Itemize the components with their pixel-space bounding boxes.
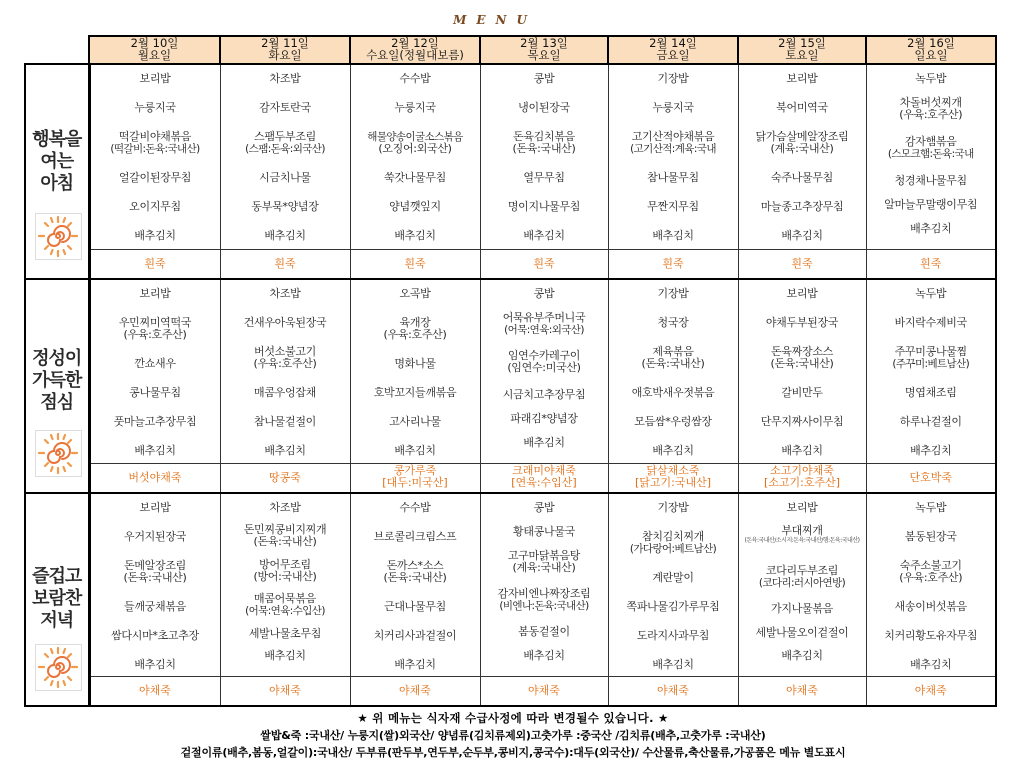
menu-item: 참치김치찌개 (642, 530, 704, 543)
porridge-item: 흰죽 (274, 257, 296, 270)
menu-item: 코다리두부조림 (765, 564, 839, 578)
menu-item: 보리밥 (786, 72, 818, 85)
menu-item: 차돌버섯찌개 (899, 96, 962, 110)
porridge-item: 닭살채소죽 (646, 464, 700, 477)
menu-item: (오징어:외국산) (378, 142, 452, 155)
menu-item: 배추김치 (652, 444, 694, 457)
menu-item: 열무무침 (523, 171, 565, 184)
meal-label-line: 아침 (40, 173, 74, 194)
menu-item: 오이지무침 (129, 200, 181, 213)
menu-cell (608, 493, 738, 706)
menu-item: 보리밥 (139, 287, 171, 300)
menu-item: 배추김치 (134, 658, 176, 671)
menu-item: 쪽파나물김가루무침 (626, 600, 720, 613)
menu-item: 닭가슴살메알장조림 (755, 130, 849, 143)
menu-item: 배추김치 (652, 229, 694, 242)
menu-cell (350, 279, 480, 493)
menu-item: (떡갈비:돈육:국내산) (110, 143, 200, 155)
menu-item: 보리밥 (139, 72, 171, 85)
menu-item: (가다랑어:베트남산) (629, 543, 717, 555)
menu-item: 돈민찌콩비지찌개 (243, 522, 327, 536)
menu-item: 야채두부된장국 (765, 316, 839, 329)
menu-item: 풋마늘고추장무침 (113, 415, 197, 428)
porridge-item: 흰죽 (533, 257, 555, 270)
day-date: 2월 13일 (520, 36, 568, 50)
day-header (480, 36, 608, 64)
menu-item: (어묵:연육:수입산) (245, 605, 325, 618)
menu-cell (220, 64, 350, 279)
menu-item: (우육:호주산) (383, 328, 447, 341)
menu-item: 배추김치 (134, 444, 176, 457)
porridge-item: [연육:수입산] (511, 476, 577, 489)
menu-item: 참나물무침 (647, 171, 699, 184)
menu-item: 돈메알장조림 (124, 559, 186, 572)
menu-item: (계육:국내산) (770, 142, 834, 155)
menu-item: 명엽채조림 (904, 386, 957, 399)
porridge-item: 야채죽 (914, 684, 947, 697)
menu-item: 세발나물오이겉절이 (755, 625, 849, 639)
porridge-item: [대두:미국산] (382, 476, 448, 489)
menu-item: 얼갈이된장무침 (118, 171, 192, 184)
day-weekday: 월요일 (137, 48, 172, 62)
menu-item: 쌈다시마*초고추장 (111, 629, 199, 642)
menu-item: 방어무조림 (259, 557, 311, 571)
menu-item: 배추김치 (523, 436, 565, 449)
menu-item: 치커리황도유자무침 (884, 629, 978, 642)
menu-cell (866, 64, 996, 279)
menu-item: 육개장 (399, 316, 431, 329)
menu-item: 임연수카레구이 (507, 349, 581, 363)
menu-item: (어묵:연육:외국산) (504, 324, 584, 337)
sun-swirl-icon (35, 213, 82, 260)
menu-item: (스팸:돈육:외국산) (245, 143, 325, 155)
meal-row (25, 493, 996, 706)
day-weekday: 목요일 (527, 48, 561, 62)
day-header (608, 36, 738, 64)
menu-item: 깐쇼새우 (134, 357, 176, 370)
porridge-item: 흰죽 (920, 257, 942, 270)
menu-item: 배추김치 (652, 658, 694, 671)
menu-item: 배추김치 (781, 229, 823, 242)
menu-item: 명화나물 (394, 357, 436, 370)
menu-item: 매콤우엉잡채 (254, 386, 316, 399)
menu-cell (89, 64, 220, 279)
menu-item: 우민찌미역떡국 (118, 316, 192, 329)
day-header (866, 36, 996, 64)
menu-item: (비엔나:돈육:국내산) (499, 599, 589, 612)
menu-item: 무짠지무침 (647, 200, 699, 213)
menu-cell (738, 279, 866, 493)
meal-label-line: 가득한 (32, 370, 82, 391)
menu-cell (89, 493, 220, 706)
menu-item: 누룽지국 (134, 101, 176, 114)
menu-item: 시금치나물 (259, 171, 311, 184)
menu-item: 기장밥 (657, 287, 689, 300)
menu-item: (스모크햄:돈육:국내 (887, 147, 974, 160)
meal-row (25, 279, 996, 493)
menu-item: (방어:국내산) (253, 569, 317, 583)
porridge-item: 콩가루죽 (393, 464, 437, 477)
menu-item: (코다리:러시아연방) (758, 577, 846, 590)
meal-label-line: 즐겁고 (32, 566, 82, 587)
porridge-item: [소고기:호주산] (763, 476, 841, 489)
menu-item: 기장밥 (657, 501, 689, 514)
day-date: 2월 10일 (130, 36, 179, 50)
menu-item: 주꾸미콩나물찜 (894, 345, 967, 358)
menu-item: 근대나물무침 (384, 600, 446, 613)
menu-item: 보리밥 (786, 287, 818, 300)
menu-item: 모듬쌈*우렁쌈장 (634, 415, 712, 428)
menu-item: 양념깻잎지 (389, 200, 441, 213)
porridge-item: 흰죽 (791, 257, 813, 270)
sun-swirl-icon (35, 644, 82, 691)
menu-item: 배추김치 (264, 444, 306, 457)
menu-item: 돈까스*소스 (386, 559, 444, 572)
porridge-item: 흰죽 (404, 257, 426, 270)
porridge-item: 야채죽 (528, 684, 560, 697)
meal-row (25, 64, 996, 279)
menu-item: 동부묵*양념장 (251, 200, 319, 213)
menu-item: (임연수:미국산) (507, 361, 581, 375)
menu-item: 황태콩나물국 (513, 524, 575, 538)
menu-item: 녹두밥 (915, 287, 947, 300)
menu-item: 어묵유부주머니국 (502, 311, 586, 325)
menu-cell (738, 64, 866, 279)
porridge-item: 단호박죽 (909, 471, 952, 484)
menu-item: 알마늘무말랭이무침 (884, 197, 978, 211)
menu-item: 배추김치 (781, 649, 823, 662)
porridge-item: 크래미야채죽 (512, 464, 576, 477)
menu-item: 떡갈비야채볶음 (118, 130, 192, 143)
menu-item: 바지락수제비국 (894, 316, 967, 329)
meal-label (25, 493, 89, 706)
porridge-item: 흰죽 (144, 257, 166, 270)
menu-item: 봄동된장국 (904, 530, 957, 543)
meal-label-line: 행복을 (32, 129, 82, 150)
menu-item: (돈육:국내산/소시지:돈육:국내산/햄:돈육:국내산) (744, 537, 860, 545)
menu-item: 단무지짜사이무침 (760, 415, 844, 428)
meal-label-line: 저녁 (40, 610, 74, 631)
day-weekday: 화요일 (268, 48, 302, 62)
menu-cell (866, 279, 996, 493)
menu-cell (350, 64, 480, 279)
porridge-item: [닭고기:국내산] (634, 476, 712, 489)
menu-item: 계란말이 (652, 571, 694, 584)
menu-item: 배추김치 (523, 229, 565, 242)
menu-item: (돈육:국내산) (383, 571, 447, 584)
menu-item: 우거지된장국 (124, 530, 186, 543)
menu-item: 고구마닭볶음탕 (507, 548, 581, 562)
day-weekday: 수요일(정월대보름) (366, 48, 464, 62)
menu-item: 배추김치 (910, 444, 952, 457)
day-header (350, 36, 480, 64)
menu-item: 감자햄볶음 (904, 134, 957, 148)
menu-cell (350, 493, 480, 706)
menu-item: 차조밥 (269, 501, 301, 514)
menu-item: 들깨궁채볶음 (124, 600, 186, 613)
menu-item: 배추김치 (394, 658, 436, 671)
porridge-item: 야채죽 (399, 684, 431, 697)
menu-item: 배추김치 (910, 222, 952, 235)
menu-item: 애호박새우젓볶음 (631, 386, 715, 399)
menu-item: 버섯소불고기 (254, 345, 316, 358)
porridge-item: 흰죽 (662, 257, 684, 270)
menu-item: 콩밥 (533, 501, 555, 514)
menu-item: 제육볶음 (652, 345, 694, 358)
menu-item: (고기산적:계육:국내 (630, 143, 716, 155)
menu-item: 녹두밥 (915, 72, 947, 85)
day-header-row (25, 36, 996, 64)
origin-notice-line-2: 겉절이류(배추,봄동,얼갈이):국내산/ 두부류(판두부,연두부,순두부,콩비지,콩국수):대두(외국산)/ 수산물류,축산물류,가공품은 메뉴 별도표시 (180, 746, 846, 759)
menu-item: 수수밥 (399, 501, 431, 514)
porridge-item: 야채죽 (657, 684, 689, 697)
menu-item: 숙주나물무침 (771, 171, 833, 184)
change-notice: ★ 위 메뉴는 식자재 수급사정에 따라 변경될수 있습니다. ★ (357, 711, 669, 725)
menu-item: 스팸두부조림 (254, 130, 316, 143)
menu-cell (608, 64, 738, 279)
menu-item: 보리밥 (139, 501, 171, 514)
day-header (89, 36, 220, 64)
menu-item: (돈육:국내산) (512, 142, 576, 155)
menu-item: 세발나물초무침 (248, 627, 322, 641)
menu-cell (738, 493, 866, 706)
menu-item: 봄동겉절이 (518, 625, 570, 639)
menu-item: 고사리나물 (389, 415, 441, 428)
menu-item: 차조밥 (269, 287, 301, 300)
menu-cell (220, 279, 350, 493)
porridge-item: 땅콩죽 (269, 471, 301, 484)
menu-item: 차조밥 (269, 72, 301, 85)
meal-label-line: 점심 (40, 392, 74, 413)
menu-item: 호박꼬지들깨볶음 (373, 386, 457, 399)
porridge-item: 야채죽 (139, 684, 171, 697)
menu-item: 파래김*양념장 (510, 411, 578, 425)
menu-item: 마늘종고추장무침 (760, 200, 844, 213)
menu-cell (608, 279, 738, 493)
menu-item: 콩나물무침 (129, 386, 181, 399)
menu-item: 하루나겉절이 (899, 415, 962, 428)
meal-label-line: 여는 (40, 151, 74, 172)
menu-item: 배추김치 (781, 444, 823, 457)
menu-item: 감자토란국 (259, 101, 311, 114)
menu-item: 가지나물볶음 (771, 602, 833, 616)
day-weekday: 토요일 (785, 48, 819, 62)
menu-item: 숙주소불고기 (899, 559, 962, 572)
day-date: 2월 15일 (778, 36, 826, 50)
menu-item: (우육:호주산) (253, 357, 317, 370)
origin-notice-line-1: 쌀밥&죽 :국내산/ 누룽지(쌀)외국산/ 양념류(김치류제외)고춧가루 :중국산 /김치류(배추,고춧가루 :국내산) (260, 729, 766, 742)
menu-item: 녹두밥 (915, 501, 947, 514)
menu-item: 배추김치 (134, 229, 176, 242)
menu-item: 돈육김치볶음 (513, 130, 575, 143)
menu-item: 브로콜리크림스프 (373, 530, 457, 543)
menu-item: 해물양송이굴소스볶음 (367, 131, 463, 143)
header-corner (25, 36, 89, 64)
menu-cell (480, 493, 608, 706)
day-header (220, 36, 350, 64)
menu-item: (돈육:국내산) (641, 357, 705, 370)
menu-cell (866, 493, 996, 706)
menu-item: 청경채나물무침 (894, 173, 967, 187)
menu-item: 명이지나물무침 (507, 200, 581, 213)
menu-item: (돈육:국내산) (123, 571, 187, 584)
porridge-item: 야채죽 (269, 684, 301, 697)
menu-item: 참나물겉절이 (254, 415, 316, 428)
menu-cell (89, 279, 220, 493)
menu-item: 배추김치 (264, 229, 306, 242)
menu-item: 배추김치 (523, 649, 565, 662)
menu-item: 냉이된장국 (518, 101, 570, 114)
menu-item: 콩밥 (533, 72, 555, 85)
menu-item: 부대찌개 (781, 524, 823, 538)
meal-label-line: 정성이 (32, 348, 82, 369)
menu-item: 콩밥 (533, 287, 555, 300)
menu-item: 매콤어묵볶음 (254, 592, 316, 606)
menu-item: 배추김치 (394, 444, 436, 457)
day-date: 2월 16일 (907, 36, 955, 50)
menu-item: 보리밥 (786, 501, 818, 514)
porridge-item: 야채죽 (786, 684, 818, 697)
menu-item: 돈육짜장소스 (771, 345, 833, 358)
menu-item: 배추김치 (264, 649, 306, 662)
menu-item: 배추김치 (910, 658, 952, 671)
menu-item: (우육:호주산) (899, 571, 963, 584)
menu-item: (우육:호주산) (899, 108, 963, 122)
day-date: 2월 11일 (261, 36, 309, 50)
menu-item: 수수밥 (399, 72, 431, 85)
meal-label-line: 보람찬 (32, 588, 82, 609)
menu-cell (220, 493, 350, 706)
menu-item: 배추김치 (394, 229, 436, 242)
menu-item: 건새우아욱된장국 (243, 316, 327, 329)
weekly-menu-table (24, 35, 997, 707)
meal-label (25, 279, 89, 493)
menu-item: 누룽지국 (652, 101, 694, 114)
menu-item: (계육:국내산) (512, 560, 576, 574)
menu-item: 쑥갓나물무침 (384, 171, 446, 184)
menu-item: 누룽지국 (394, 101, 436, 114)
day-header (738, 36, 866, 64)
menu-item: 오곡밥 (399, 287, 431, 300)
menu-item: (주꾸미:베트남산) (892, 358, 970, 370)
day-date: 2월 14일 (649, 36, 697, 50)
page-title: MENU (453, 13, 537, 27)
day-date: 2월 12일 (391, 36, 439, 50)
menu-item: 고기산적야채볶음 (631, 130, 715, 143)
menu-item: 청국장 (657, 316, 689, 329)
menu-item: 기장밥 (657, 72, 689, 85)
menu-item: 감자비엔나짜장조림 (497, 586, 591, 600)
menu-item: 도라지사과무침 (636, 629, 710, 642)
menu-item: (돈육:국내산) (253, 534, 317, 548)
menu-cell (480, 64, 608, 279)
meal-label (25, 64, 89, 279)
menu-item: 북어미역국 (776, 101, 828, 114)
menu-item: 시금치고추장무침 (502, 387, 586, 401)
menu-item: (우육:호주산) (123, 328, 187, 341)
day-weekday: 일요일 (914, 48, 948, 62)
menu-item: 치커리사과겉절이 (373, 629, 457, 642)
porridge-item: 버섯야채죽 (128, 471, 182, 484)
menu-item: 갈비만두 (781, 386, 823, 399)
menu-item: 새송이버섯볶음 (894, 600, 967, 613)
menu-cell (480, 279, 608, 493)
menu-item: (돈육:국내산) (770, 357, 834, 370)
day-weekday: 금요일 (656, 48, 690, 62)
porridge-item: 소고기야채죽 (770, 464, 834, 477)
sun-swirl-icon (35, 430, 82, 477)
